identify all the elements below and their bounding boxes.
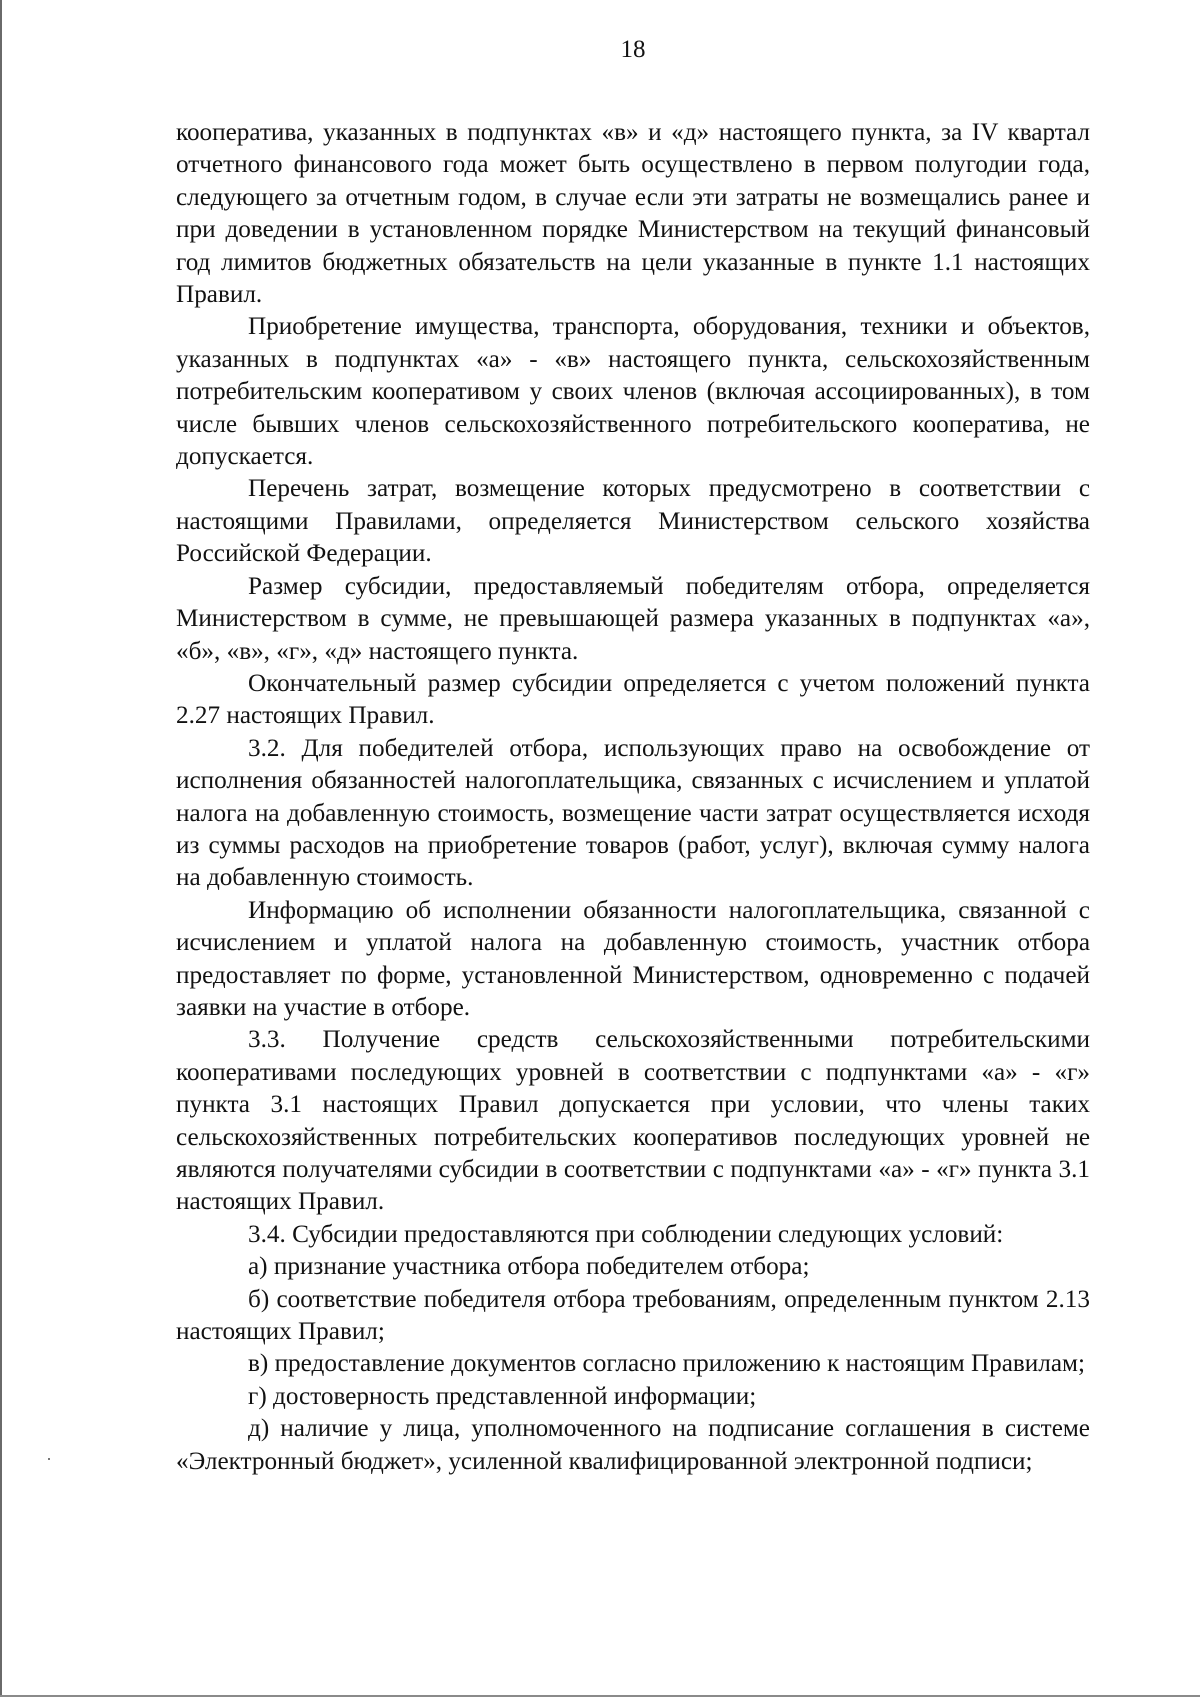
paragraph-continuation: кооператива, указанных в подпунктах «в» и «д» настоящего пункта, за IV квартал отчетного финансового года может быть осуществлено в первом полугодии года, следующего за отчетным годом, в случае если эти затраты не возмещались ранее и при доведении в установленном порядке Министерством на текущий финансовый год лимитов бюджетных обязательств на цели указанные в пункте 1.1 настоящих Правил.	[176, 119, 1090, 309]
list-item-g: г) достоверность представленной информации;	[248, 1382, 757, 1410]
paragraph-subsidy-size: Размер субсидии, предоставляемый победителям отбора, определяется Министерством в сумме, не превышающей размера указанных в подпунктах «а», «б», «в», «г», «д» настоящего пункта.	[176, 572, 1090, 665]
scan-speck	[48, 1458, 50, 1460]
paragraph-tax-information: Информацию об исполнении обязанности налогоплательщика, связанной с исчислением и уплатой налога на добавленную стоимость, участник отбора предоставляет по форме, установленной Министерством, одновременно с подачей заявки на участие в отборе.	[176, 896, 1090, 1021]
list-item-a: а) признание участника отбора победителем отбора;	[248, 1253, 810, 1281]
paragraph-3-4: 3.4. Субсидии предоставляются при соблюдении следующих условий:	[248, 1220, 1004, 1248]
paragraph-3-3: 3.3. Получение средств сельскохозяйственными потребительскими кооперативами последующих уровней в соответствии с подпунктами «а» - «г» пункта 3.1 настоящих Правил допускается при условии, что члены таких сельскохозяйственных потребительских кооперативов последующих уровней не являются получателями субсидии в соответствии с подпунктами «а» - «г» пункта 3.1 настоящих Правил.	[176, 1026, 1090, 1216]
paragraph-final-subsidy-size: Окончательный размер субсидии определяется с учетом положений пункта 2.27 настоящих Правил.	[176, 669, 1090, 730]
paragraph-acquisition-restriction: Приобретение имущества, транспорта, оборудования, техники и объектов, указанных в подпунктах «а» - «в» настоящего пункта, сельскохозяйственным потребительским кооперативом у своих членов (включая ассоциированных), в том числе бывших членов сельскохозяйственного потребительского кооператива, не допускается.	[176, 313, 1090, 471]
list-item-v: в) предоставление документов согласно приложению к настоящим Правилам;	[248, 1350, 1085, 1378]
document-body	[176, 117, 1090, 1478]
page-number: 18	[620, 36, 646, 63]
list-item-d: д) наличие у лица, уполномоченного на подписание соглашения в системе «Электронный бюджет», усиленной квалифицированной электронной подписи;	[176, 1415, 1090, 1475]
document-page	[176, 0, 1090, 1697]
paragraph-cost-list: Перечень затрат, возмещение которых предусмотрено в соответствии с настоящими Правилами, определяется Министерством сельского хозяйства Российской Федерации.	[176, 475, 1090, 568]
list-item-b: б) соответствие победителя отбора требованиям, определенным пунктом 2.13 настоящих Правил;	[176, 1285, 1090, 1346]
scan-left-edge	[0, 0, 2, 1697]
paragraph-3-2: 3.2. Для победителей отбора, использующих право на освобождение от исполнения обязанностей налогоплательщика, связанных с исчислением и уплатой налога на добавленную стоимость, возмещение части затрат осуществляется исходя из суммы расходов на приобретение товаров (работ, услуг), включая сумму налога на добавленную стоимость.	[176, 734, 1090, 892]
